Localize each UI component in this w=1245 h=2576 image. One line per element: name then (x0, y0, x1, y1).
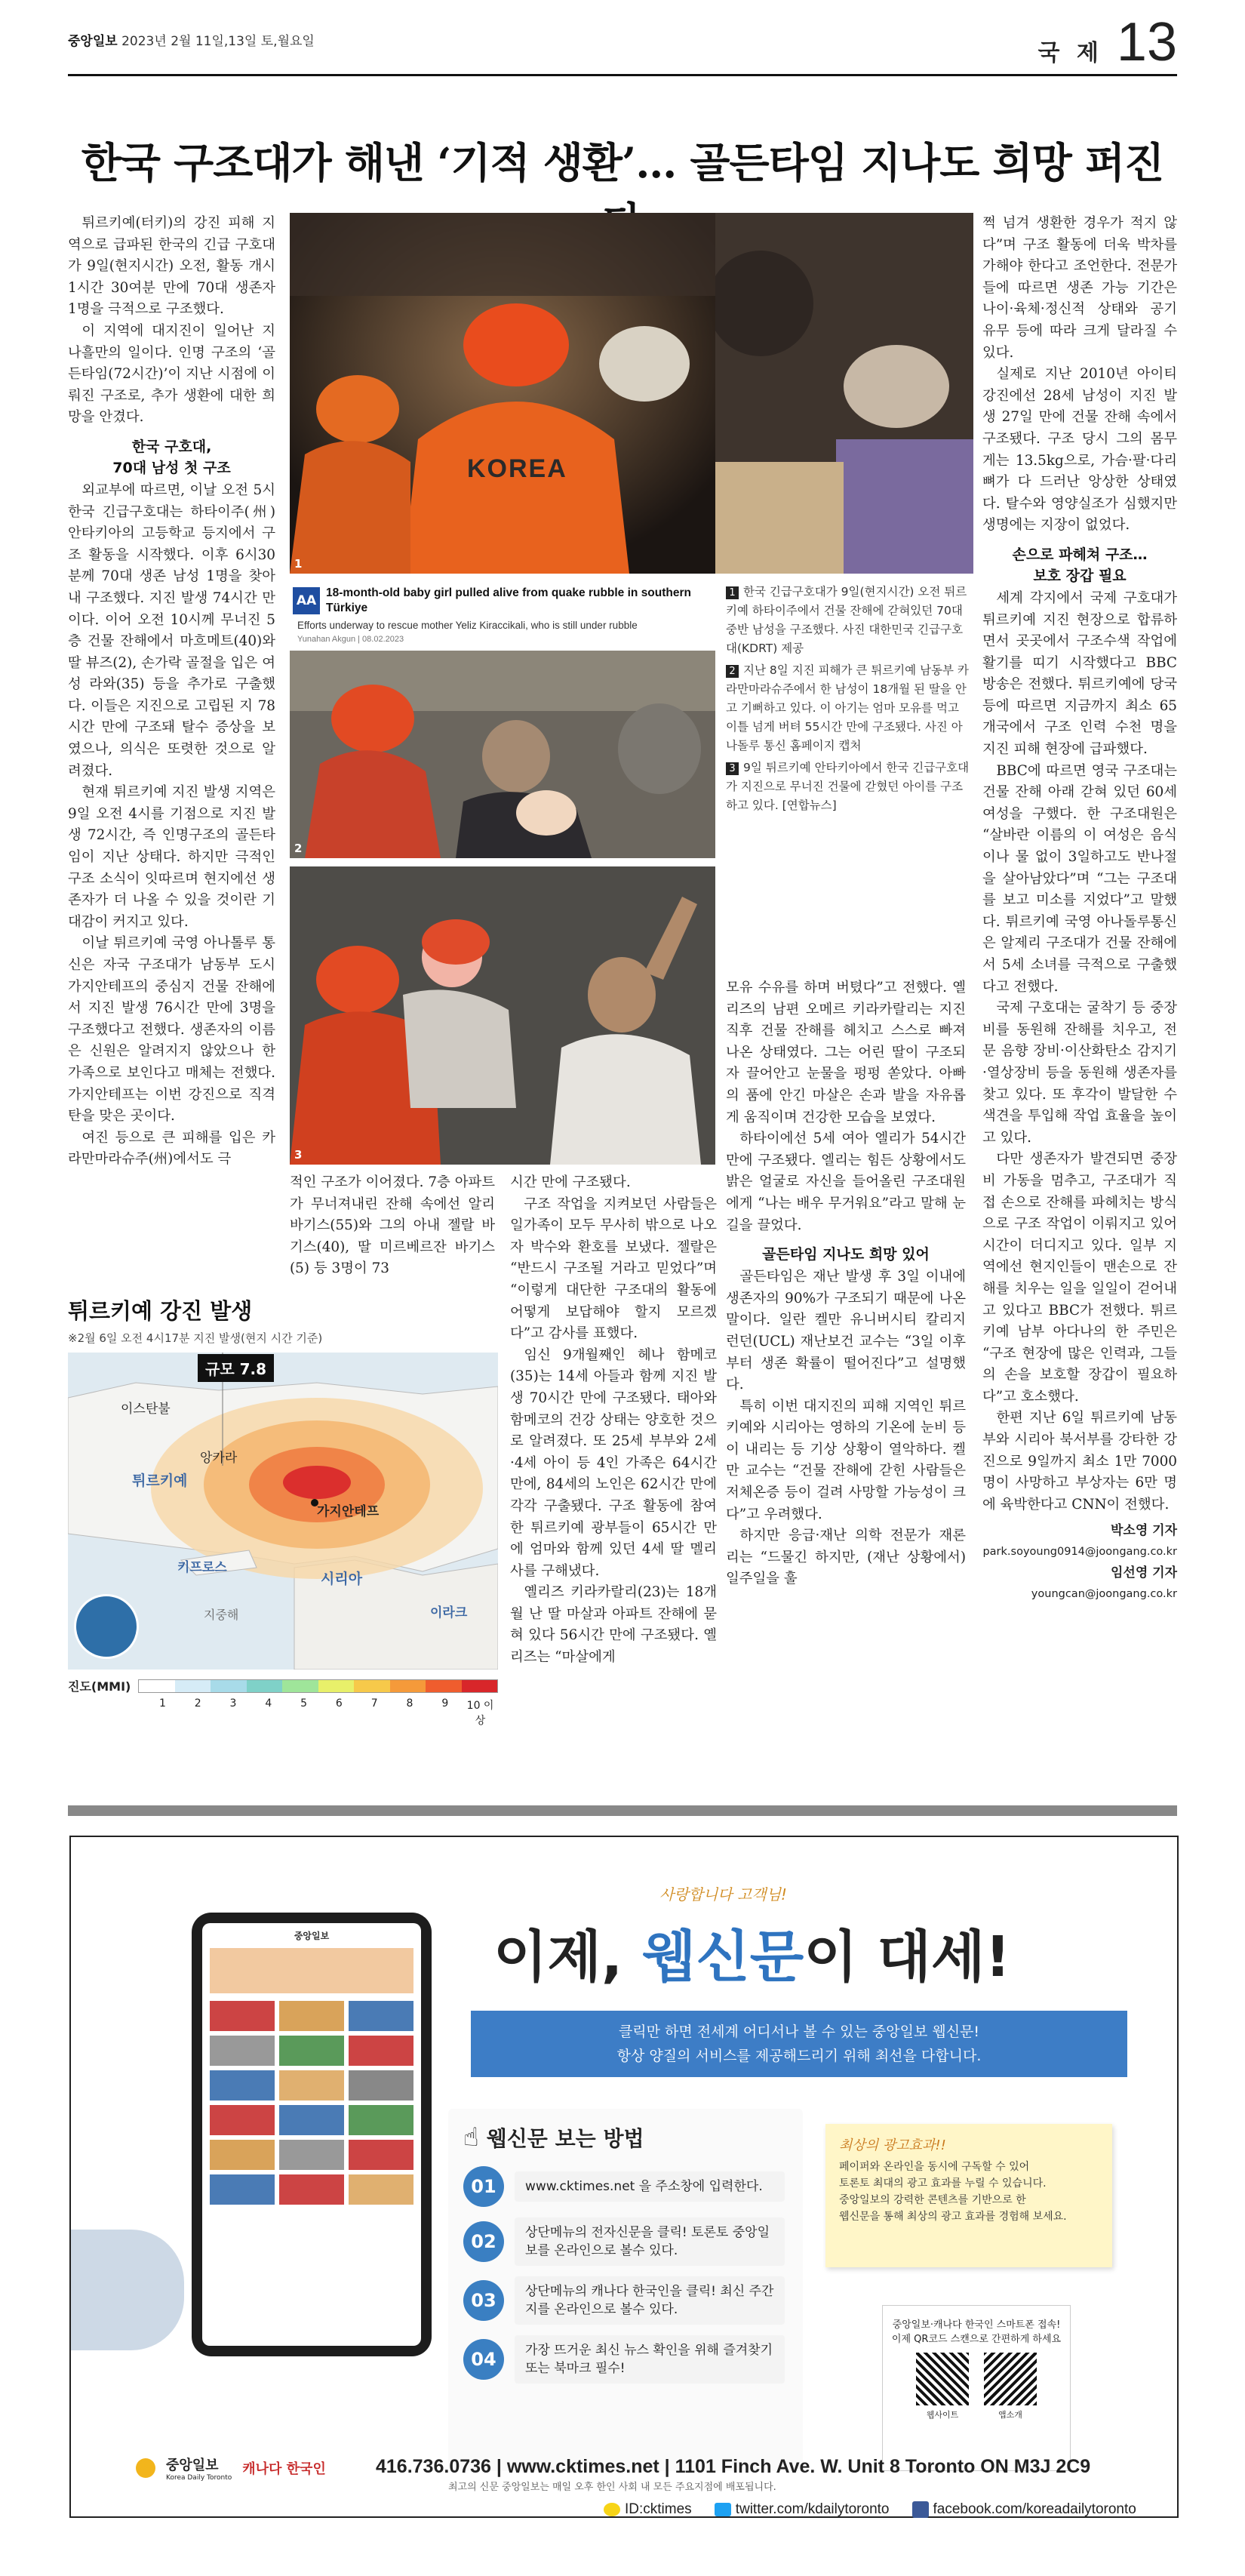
label-syria: 시리아 (321, 1571, 363, 1587)
howto-title: 웹신문 보는 방법 (486, 2126, 644, 2151)
howto-steps (448, 2166, 803, 2384)
legend-tick: 9 (441, 1697, 449, 1710)
promo-line: 웹신문을 통해 최상의 광고 효과를 경험해 보세요. (839, 2211, 1067, 2223)
caption-number: 2 (726, 665, 739, 678)
byline (982, 1520, 1177, 1605)
caption-text: 한국 긴급구호대가 9일(현지시간) 오전 튀르키예 하타이주에서 건물 잔해에 갇혀있던 70대 중반 남성을 구조했다. 사진 대한민국 긴급구호대(KDRT) 제공 (726, 585, 967, 655)
thumbnail (210, 2070, 275, 2101)
photo-number: 3 (294, 1148, 303, 1162)
ad-tagline: 사랑합니다 고객님! (659, 1885, 787, 1904)
earthquake-map (68, 1353, 498, 1670)
subheading-line: 한국 구호대, (131, 438, 212, 455)
promo-title: 최상의 광고효과!! (839, 2137, 946, 2153)
qr-text: 중앙일보·캐나다 한국인 스마트폰 접속! (892, 2319, 1061, 2331)
banner-line: 클릭만 하면 전세계 어디서나 볼 수 있는 중앙일보 웹신문! (618, 2024, 980, 2040)
promo-line: 페이퍼와 온라인을 동시에 구독할 수 있어 (839, 2161, 1030, 2173)
header-rule (68, 74, 1177, 76)
thumbnail (210, 2036, 275, 2066)
agency-logo: AA (293, 587, 320, 614)
legend-tick: 10 이상 (466, 1700, 494, 1727)
subheading-line: 보호 장갑 필요 (1033, 567, 1127, 584)
facebook-icon (912, 2501, 929, 2518)
legend-tick: 7 (370, 1697, 378, 1710)
epicenter-marker (311, 1499, 318, 1507)
screenshot-title: 18-month-old baby girl pulled alive from quake rubble in southern Türkiye (326, 586, 691, 614)
separator-band (68, 1805, 1177, 1816)
paragraph: 적인 구조가 이어졌다. 7층 아파트가 무너져내린 잔해 속에선 알리 바기스(55)와 그의 아내 젤랄 바기스(40), 딸 미르베르잔 바기스(5) 등 3명이 73 (290, 1174, 495, 1277)
magnitude-badge: 규모 7.8 (198, 1354, 274, 1382)
phone-brand: 중앙일보 (294, 1931, 330, 1941)
thumbnail (210, 2001, 275, 2031)
step-text: www.cktimes.net 을 주소창에 입력한다. (515, 2171, 785, 2202)
step-number: 03 (463, 2280, 504, 2321)
caption-number: 3 (726, 762, 739, 775)
thumbnail (279, 2105, 344, 2135)
label-cyprus: 키프로스 (177, 1560, 227, 1575)
legend-color-bar (138, 1679, 498, 1693)
label-ankara: 앙카라 (200, 1451, 238, 1466)
legend-swatch (211, 1680, 246, 1692)
legend-swatch (390, 1680, 426, 1692)
paragraph: 다만 생존자가 발견되면 중장비 가동을 멈추고, 구조대가 직접 손으로 잔해를 파헤치는 방식으로 구조 작업이 이뤄지고 있어 시간이 더디지고 있다. 일부 지역에선 현지인들이 맨손으로 잔해를 치우는 일을 일일이 걷어내고 있다고 BBC가 전했다. 튀르키예 남부 아다나의 한 주민은 “구조 현장에 많은 인력과, 그들의 손을 보호할 장갑이 필요하다”고 호소했다. (982, 1151, 1177, 1405)
screenshot-description: Efforts underway to rescue mother Yeliz Kiraccikali, who is still under rubble (297, 620, 638, 631)
howto-step (463, 2276, 788, 2325)
caption-text: 9일 튀르키예 안타키아에서 한국 긴급구호대가 지진으로 무너진 건물에 갇혔던 아이를 구조하고 있다. [연합뉴스] (726, 761, 970, 812)
subheading-line: 손으로 파헤쳐 구조… (1012, 546, 1148, 563)
masthead (68, 30, 315, 49)
promo-note (825, 2124, 1112, 2267)
article-column-4 (726, 977, 966, 1590)
screenshot-meta: Yunahan Akgun | 08.02.2023 (297, 635, 404, 644)
legend-swatch (247, 1680, 282, 1692)
step-number: 01 (463, 2166, 504, 2207)
thumbnail (279, 2140, 344, 2170)
phone-screen (202, 1923, 421, 2346)
label-turkey: 튀르키예 (132, 1473, 188, 1489)
photo-captions (726, 583, 973, 815)
social-facebook[interactable] (912, 2501, 1136, 2518)
article-column-2 (290, 1172, 495, 1280)
thumbnail (349, 2174, 413, 2205)
smartphone-mockup (192, 1913, 432, 2356)
legend-swatch (462, 1680, 497, 1692)
article-column-1 (68, 213, 275, 1171)
step-text: 가장 뜨거운 최신 뉴스 확인을 위해 즐겨찾기 또는 북마크 필수! (515, 2335, 785, 2384)
paragraph: 옐리즈 키라카랄리(23)는 18개월 난 딸 마살과 아파트 잔해에 묻혀 있다 56시간 만에 구조됐다. 옐리즈는 “마살에게 (510, 1584, 717, 1666)
reporter-email: park.soyoung0914@joongang.co.kr (982, 1546, 1177, 1559)
photo-rescue-team (290, 213, 715, 574)
photo-number: 2 (294, 842, 303, 855)
father-baby-illustration (290, 651, 715, 858)
social-links (604, 2501, 1136, 2518)
legend-tick: 3 (229, 1697, 237, 1710)
subheading (982, 544, 1177, 586)
social-text: twitter.com/kdailytoronto (735, 2501, 890, 2517)
step-number: 02 (463, 2221, 504, 2262)
paragraph: 구조 작업을 지켜보던 사람들은 일가족이 모두 무사히 밖으로 나오자 박수와 환호를 보냈다. 젤랄은 “반드시 구조될 거라고 믿었다”며 “이렇게 대단한 구조대의 활동에 어떻게 보답해야 할지 모르겠다”고 감사를 표했다. (510, 1196, 717, 1342)
thumbnail (210, 2105, 275, 2135)
headline-highlight: 웹신문 (641, 1925, 804, 1990)
paragraph: 현재 튀르키예 지진 발생 지역은 9일 오전 4시를 기점으로 지진 발생 72시간, 즉 인명구조의 골든타임이 지난 상태다. 하지만 극적인 구조 소식이 잇따르며 현지에선 생존자가 더 나올 수 있을 것이란 기대감이 커지고 있다. (68, 784, 275, 930)
promo-line: 토론토 최대의 광고 효과를 누릴 수 있습니다. (839, 2177, 1047, 2190)
promo-line: 중앙일보의 강력한 콘텐츠를 기반으로 한 (839, 2194, 1026, 2206)
article-column-5 (982, 213, 1177, 1605)
legend-swatch (139, 1680, 174, 1692)
ad-footnote: 최고의 신문 중앙일보는 매일 오후 한인 사회 내 모든 주요지점에 배포됩니다. (448, 2482, 776, 2493)
paragraph: BBC에 따르면 영국 구조대는 건물 잔해 아래 갇혀 있던 60세 여성을 구했다. 한 구조대원은 “살바란 이름의 이 여성은 음식이나 물 없이 3일하고도 반나절을 살아남았다”며 “그는 구조대를 보고 미소를 지었다”고 말했다. 튀르키예 국영 아나돌루통신은 알제리 구조대가 건물 잔해에서 5세 소녀를 극적으로 구출했다고 전했다. (982, 762, 1177, 995)
thumbnail (349, 2140, 413, 2170)
step-text: 상단메뉴의 캐나다 한국인을 클릭! 최신 주간지를 온라인으로 볼수 있다. (515, 2276, 785, 2325)
thumbnail (279, 2070, 344, 2101)
paragraph: 골든타임은 재난 발생 후 3일 이내에 생존자의 90%가 구조되기 때문에 나온 말이다. 일란 켈만 유니버시티 칼리지 런던(UCL) 재난보건 교수는 “3일 이후부터 생존 확률이 떨어진다”고 설명했다. (726, 1269, 966, 1393)
social-kakaotalk[interactable] (604, 2501, 692, 2518)
thumbnail (349, 2105, 413, 2135)
twitter-icon (715, 2503, 731, 2516)
paragraph: 하지만 응급·재난 의학 전문가 재론 리는 “드물긴 하지만, (재난 상황에서) 일주일을 훌 (726, 1528, 966, 1587)
ad-headline (493, 1913, 1010, 1993)
legend-swatch (282, 1680, 318, 1692)
step-text: 상단메뉴의 전자신문을 클릭! 토론토 중앙일보를 온라인으로 볼수 있다. (515, 2217, 785, 2266)
banner-line: 항상 양질의 서비스를 제공해드리기 위해 최선을 다합니다. (616, 2048, 982, 2064)
legend-ticks (145, 1697, 498, 1728)
kakaotalk-icon (604, 2503, 620, 2516)
paragraph: 외교부에 따르면, 이날 오전 5시 한국 긴급구호대는 하타이주(州) 안타키아의 고등학교 등지에서 구조 활동을 시작했다. 이후 6시30분께 70대 생존 남성 1명을 찾아내 구조했다. 지진 발생 74시간 만이다. 이어 오전 10시께 무너진 5층 건물 잔해에서 마흐메트(40)와 딸 뷰즈(2), 손가락 골절을 입은 여성 라와(35) 등을 추가로 구출했다. 이들은 지진으로 고립된 지 78시간 만에 구조돼 탈수 증상을 보였으나, 의식은 또렷한 것으로 알려졌다. (68, 482, 275, 779)
legend-tick: 4 (265, 1697, 272, 1710)
paragraph: 모유 수유를 하며 버텼다”고 전했다. 옐리즈의 남편 오메르 키라카랄리는 지진 직후 건물 잔해를 헤치고 스스로 빠져 나온 상태였다. 그는 어린 딸이 구조되자 끌어안고 눈물을 펑펑 쏟았다. 아빠의 품에 안긴 마살은 손과 발을 자유롭게 움직이며 건강한 모습을 보였다. (726, 980, 966, 1125)
map-title: 튀르키예 강진 발생 (68, 1298, 253, 1324)
ad-banner (471, 2011, 1127, 2077)
thumbnail (349, 2001, 413, 2031)
legend-label: 진도(MMI) (68, 1679, 131, 1694)
label-istanbul: 이스탄불 (121, 1402, 171, 1417)
joongang-logo-icon (136, 2458, 155, 2478)
logo-name: 캐나다 한국인 (242, 2461, 326, 2477)
social-twitter[interactable] (715, 2501, 890, 2518)
social-text: ID:cktimes (625, 2501, 692, 2517)
legend-tick: 6 (335, 1697, 343, 1710)
thumbnail (279, 2174, 344, 2205)
legend-swatch (318, 1680, 354, 1692)
reporter-name: 임선영 기자 (1110, 1565, 1177, 1581)
step-number: 04 (463, 2339, 504, 2380)
paragraph: 여진 등으로 큰 피해를 입은 카라만마라슈주(州)에서도 극 (68, 1129, 275, 1168)
logo-name: 중앙일보 (166, 2458, 219, 2473)
qr-code-icon[interactable] (984, 2353, 1037, 2405)
intensity-legend (68, 1677, 498, 1728)
promo-lines (839, 2159, 1099, 2225)
paragraph: 이 지역에 대지진이 일어난 지 나흘만의 일이다. 인명 구조의 ‘골든타임(72시간)’이 지난 시점에 이뤄진 구조로, 추가 생환에 대한 희망을 안겼다. (68, 322, 275, 426)
paragraph: 이날 튀르키예 국영 아나톨루 통신은 자국 구조대가 남동부 도시 가지안테프의 중심지 건물 잔해에서 지진 발생 76시간 만에 3명을 구조했다고 전했다. 생존자의 이름은 신원은 알려지지 않았으나 한 가족으로 보인다고 매체는 전했다. 가지안테프는 이번 강진으로 직격탄을 맞은 곳이다. (68, 935, 275, 1125)
paragraph: 튀르키예(터키)의 강진 피해 지역으로 급파된 한국의 긴급 구호대가 9일(현지시간) 오전, 활동 개시 1시간 30여분 만에 70대 생존자 1명을 극적으로 구조했다. (68, 215, 275, 318)
rescue-photo-illustration (290, 213, 715, 574)
caption-2 (726, 661, 973, 756)
qr-code-icon[interactable] (916, 2353, 969, 2405)
photo-number: 1 (294, 557, 303, 571)
caption-1 (726, 583, 973, 658)
reporter-name: 박소영 기자 (1110, 1523, 1177, 1539)
paragraph: 하타이에선 5세 여아 엘리가 54시간 만에 구조됐다. 엘리는 힘든 상황에서도 밝은 얼굴로 자신을 들어올린 구조대원에게 “나는 배우 무거워요”라고 말해 눈길을 끌었다. (726, 1131, 966, 1233)
howto-panel (448, 2109, 803, 2471)
rolled-newspaper (71, 2230, 184, 2350)
social-text: facebook.com/koreadailytoronto (933, 2501, 1136, 2518)
howto-step (463, 2217, 788, 2266)
child-rescue-illustration (290, 866, 715, 1165)
thumbnail (210, 2174, 275, 2205)
howto-step (463, 2335, 788, 2384)
rescue-photo-right-illustration (715, 213, 973, 574)
qr-text: 이제 QR코드 스캔으로 간편하게 하세요 (891, 2334, 1062, 2345)
section-header (1038, 12, 1178, 72)
caption-3 (726, 759, 973, 815)
photo-child-rescue (290, 866, 715, 1165)
hand-pointer-icon: ☝ (463, 2122, 479, 2153)
caption-text: 지난 8일 지진 피해가 큰 튀르키예 남동부 카라만마라슈주에서 한 남성이 18개월 된 딸을 안고 기뻐하고 있다. 이 아기는 엄마 모유를 먹고 이틀 넘게 버텨 55시간 만에 구조됐다. 사진 아나돌루 통신 홈페이지 캡처 (726, 663, 969, 752)
footer-logos (136, 2454, 326, 2482)
photo-father-baby (290, 651, 715, 858)
legend-tick: 8 (406, 1697, 413, 1710)
qr-label: 웹사이트 (926, 2410, 959, 2420)
thumbnail (349, 2036, 413, 2066)
reporter-email: youngcan@joongang.co.kr (1031, 1588, 1177, 1601)
qr-panel (882, 2305, 1071, 2471)
legend-tick: 1 (158, 1697, 166, 1710)
paragraph: 국제 구호대는 굴착기 등 중장비를 동원해 잔해를 치우고, 전문 음향 장비·이산화탄소 감지기·열상장비 등을 동원해 생존자를 찾고 있다. 또 후각이 발달한 수색견을 투입해 작업 효율을 높이고 있다. (982, 1000, 1177, 1146)
legend-swatch (354, 1680, 389, 1692)
section-name: 국 제 (1038, 40, 1103, 66)
paragraph: 세계 각지에서 국제 구호대가 튀르키예 지진 현장으로 합류하면서 곳곳에서 구조수색 작업에 활기를 띠기 시작했다고 BBC 방송은 전했다. 튀르키예에 당국 등에 따르면 지금까지 최소 65개국에서 구조 인력 수천 명을 지진 피해 현장에 급파했다. (982, 589, 1177, 758)
phone-thumbnails (202, 1993, 421, 2212)
news-screenshot-header (290, 583, 715, 649)
logo-subtitle: Korea Daily Toronto (166, 2474, 232, 2482)
paragraph: 임신 9개월째인 헤나 함메코(35)는 14세 아들과 함께 지진 발생 70시간 만에 구조됐다. 태아와 함메코의 건강 상태는 양호한 것으로 알려졌다. 또 25세 부부와 2세·4세 아이 등 4인 가족은 64시간 만에, 84세의 노인은 62시간 만에 각각 구출됐다. 구조 활동에 참여한 튀르키예 광부들이 65시간 만에 엄마와 함께 있던 4세 딸 멜리사를 구해냈다. (510, 1346, 717, 1579)
thumbnail (279, 2036, 344, 2066)
phone-banner (210, 1948, 413, 1993)
legend-swatch (426, 1680, 461, 1692)
subheading (68, 436, 275, 479)
article-column-3 (510, 1172, 717, 1669)
advertisement (69, 1836, 1179, 2518)
paragraph: 특히 이번 대지진의 피해 지역인 튀르키예와 시리아는 영하의 기온에 눈비 등이 내리는 등 기상 상황이 열악하다. 켈만 교수는 “건물 잔해에 갇힌 사람들은 저체온증 등이 걸려 사망할 가능성이 크다”고 우려했다. (726, 1398, 966, 1522)
label-gaziantep: 가지안테프 (317, 1504, 380, 1519)
headline-part: 이제, (493, 1925, 642, 1990)
subheading: 골든타임 지나도 희망 있어 (762, 1246, 930, 1263)
thumbnail (349, 2070, 413, 2101)
thumbnail (279, 2001, 344, 2031)
legend-swatch (175, 1680, 211, 1692)
photo-rescue-right (715, 213, 973, 574)
legend-tick: 5 (300, 1697, 308, 1710)
paragraph: 쩍 넘겨 생환한 경우가 적지 않다”며 구조 활동에 더욱 박차를 가해야 한다고 조언한다. 전문가들에 따르면 생존 가능 기간은 나이·육체·정신적 상태와 공기 유무 등에 따라 크게 달라질 수 있다. (982, 215, 1177, 361)
caption-number: 1 (726, 586, 739, 599)
legend-tick: 2 (194, 1697, 201, 1710)
subheading-line: 70대 남성 첫 구조 (112, 459, 231, 476)
brand-name: 중앙일보 (68, 34, 118, 49)
paragraph: 한편 지난 6일 튀르키예 남동부와 시리아 북서부를 강타한 강진으로 9일까지 최소 1만 7000명이 사망하고 부상자는 6만 명에 육박한다고 CNN이 전했다. (982, 1410, 1177, 1513)
howto-step (463, 2166, 788, 2207)
globe-inset (74, 1594, 139, 1659)
label-mediterranean: 지중해 (204, 1608, 239, 1622)
page-number: 13 (1116, 12, 1177, 72)
paragraph: 시간 만에 구조됐다. (510, 1174, 631, 1190)
issue-date: 2023년 2월 11일,13일 토,월요일 (121, 34, 315, 49)
qr-label: 앱소개 (998, 2410, 1022, 2420)
headline: 한국 구조대가 해낸 ‘기적 생환’… 골든타임 지나도 희망 퍼진 (81, 138, 1164, 187)
vest-label: KOREA (467, 454, 567, 483)
paragraph: 실제로 지난 2010년 아이티 강진에선 28세 남성이 지진 발생 27일 만에 건물 잔해 속에서 구조됐다. 구조 당시 그의 몸무게는 13.5kg으로, 가슴·팔·다리뼈가 다 드러난 앙상한 상태였다. 탈수와 영양실조가 심했지만 생명에는 지장이 없었다. (982, 366, 1177, 534)
contact-line: 416.736.0736 | www.cktimes.net | 1101 Finch Ave. W. Unit 8 Toronto ON M3J 2C9 (376, 2456, 1091, 2477)
map-subtitle: ※2월 6일 오전 4시17분 지진 발생(현지 시간 기준) (68, 1331, 323, 1345)
thumbnail (210, 2140, 275, 2170)
label-iraq: 이라크 (430, 1605, 468, 1620)
headline-part: 이 대세! (804, 1925, 1011, 1990)
